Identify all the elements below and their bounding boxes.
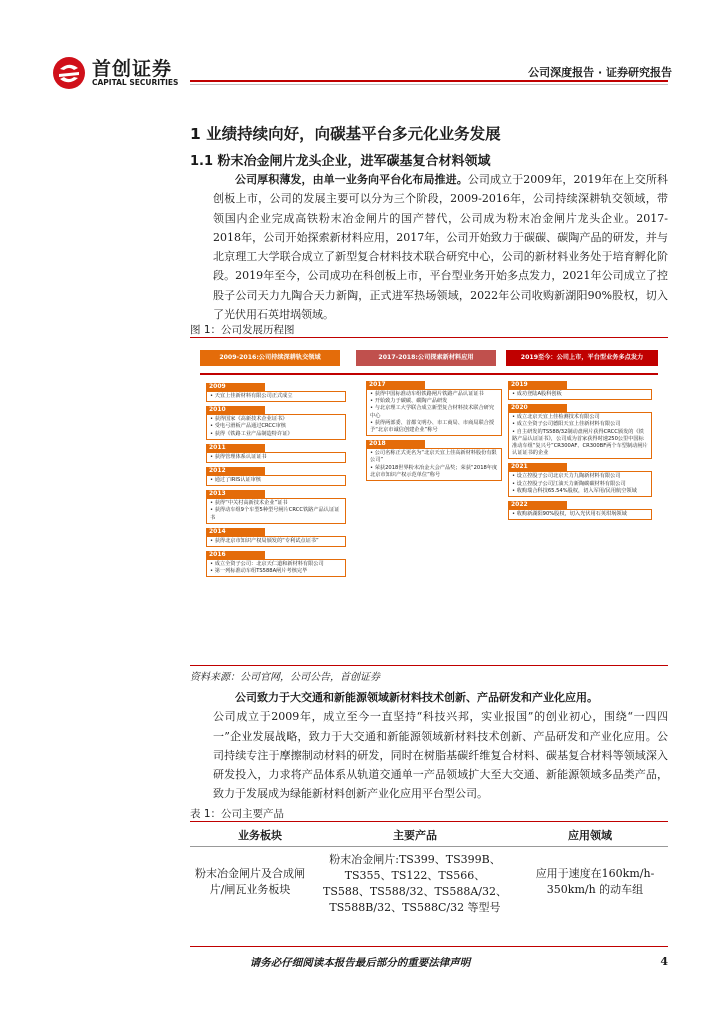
timeline-event: • 成功登陆A股科创板: [512, 391, 648, 398]
timeline-event: • 第一列标准动车组TS588A闸片考核完毕: [210, 568, 342, 575]
source-rule: [190, 665, 668, 666]
timeline-event-box: [206, 475, 346, 486]
timeline-axis: [200, 373, 658, 375]
capital-securities-logo-icon: [52, 56, 86, 90]
timeline-column-2: [366, 381, 502, 485]
timeline-year-label: 2009: [206, 383, 265, 391]
logo: [52, 52, 192, 92]
table-top-rule: [190, 821, 668, 822]
timeline-event: • 获得中国标准动车组铁路闸片铁路产品认证证书: [370, 391, 498, 398]
timeline-event: • 受电弓滑板产品通过CRCC审核: [210, 423, 342, 430]
timeline-event: • 荣获2018世界粉末冶金大会产品奖；荣获“2018年度北京市知识产权示范单位”称号: [370, 465, 498, 479]
paragraph-history: [213, 170, 668, 324]
paragraph-body: 公司成立于2009年，2019年在上交所科创板上市，公司的发展主要可以分为三个阶段，2009-2016年，公司持续深耕轨交领域，带领国内企业完成高铁粉末冶金闸片的国产替代，公司成为粉末冶金闸片龙头企业。2017-2018年，公司开始探索新材料应用，2017年，公司开始致力于碳碳、碳陶产品的研发，并与北京理工大学联合成立了新型复合材料技术联合研究中心，公司的新材料业务处于培育孵化阶段。2019年至今，公司成功在科创板上市，平台型业务开始多点发力，2021年公司成立了控股子公司天力九陶合天力新陶，正式进军热场领域，2022年公司收购新湖阳90%股权，切入了光伏用石英坩埚领域。: [213, 173, 668, 322]
paragraph-lead: 公司厚积薄发，由单一业务向平台化布局推进。: [235, 173, 468, 186]
logo-text-cn: 首创证券: [92, 58, 173, 80]
timeline-event: • 自主研发的TS588/32制动盘闸片获得CRCC颁发的《铁路产品认证证书》，公司成为首家获得时速250公里中国标准动车组“复兴号”CR300AF、CR300BF两个车型制动闸片认证证书的企业: [512, 429, 648, 458]
timeline-event: • 获得两部委、首都文明办、市工商局、市商局联合授予“北京市诚信创建企业”称号: [370, 420, 498, 434]
timeline-event: • 获得动车组9个车型5种型号闸片CRCC铁路产品认证证书: [210, 507, 342, 521]
table-header-products: 主要产品: [393, 829, 437, 842]
timeline-event-box: [206, 391, 346, 402]
timeline-event: • 获得管理体系认证证书: [210, 454, 342, 461]
timeline-year-label: 2022: [508, 501, 567, 509]
timeline-year-label: 2012: [206, 467, 265, 475]
table-header-application: 应用领域: [568, 829, 612, 842]
paragraph-strategy: [213, 688, 668, 804]
timeline-year-label: 2016: [206, 551, 265, 559]
table-header-segment: 业务板块: [238, 829, 282, 842]
timeline-column-3: [508, 381, 652, 524]
timeline-event: • 成立全资子公司德阳天宜上佳新材料有限公司: [512, 421, 648, 428]
paragraph-body: 公司成立于2009年，成立至今一直坚持“科技兴邦，实业报国”的创业初心，围绕“一四四一”企业发展战略，致力于大交通和新能源领域新材料技术创新、产品研发和产业化应用。公司持续专注于摩擦制动材料的研发，同时在树脂基碳纤维复合材料、碳基复合材料等领域深入研发投入，力求将产品体系从轨道交通单一产品领域扩大至大交通、新能源领域多品类产品，致力于发展成为绿能新材料创新产业化应用平台型公司。: [213, 710, 668, 801]
timeline-event-box: [366, 448, 502, 481]
timeline-event: • 获得《铁路工业产品制造特许证》: [210, 431, 342, 438]
timeline-event-box: [508, 471, 652, 497]
logo-text-en: CAPITAL SECURITIES: [92, 78, 179, 87]
timeline-year-label: 2018: [366, 440, 425, 448]
timeline-event: • 公司名称正式更名为“北京天宜上佳高新材料股份有限公司”: [370, 450, 498, 464]
timeline-event: • 与北京理工大学联合成立新型复合材料技术联合研究中心: [370, 405, 498, 419]
timeline-event-box: [206, 452, 346, 463]
timeline-event-box: [206, 414, 346, 440]
phase-2-banner: 2017-2018:公司探索新材料应用: [356, 350, 496, 366]
subsection-heading: 1.1 粉末冶金闸片龙头企业，进军碳基复合材料领域: [190, 154, 491, 169]
timeline-event: • 天宜上佳新材料有限公司正式成立: [210, 393, 342, 400]
timeline-event: • 成立全资子公司：北京天仁道和新材料有限公司: [210, 561, 342, 568]
timeline-event-box: [508, 389, 652, 400]
timeline-event-box: [206, 498, 346, 524]
timeline-event-box: [366, 389, 502, 436]
header-divider: [190, 80, 668, 82]
table-cell-segment: 粉末冶金闸片及合成闸片/闸瓦业务板块: [195, 867, 305, 896]
phase-3-banner: 2019至今：公司上市，平台型业务多点发力: [506, 350, 658, 366]
timeline-event: • 设立控股子公司北京天力九陶新材料有限公司: [512, 473, 648, 480]
timeline-year-label: 2017: [366, 381, 425, 389]
table-cell-products: 粉末冶金闸片:TS399、TS399B、TS355、TS122、TS566、TS588、TS588/32、TS588A/32、TS588B/32、TS588C/32 等型号: [323, 853, 507, 914]
timeline-event: • 收购新湖阳90%股权，切入光伏用石英坩埚领域: [512, 511, 648, 518]
timeline-event: • 获得北京市知识产权局颁发的“专利试点证书”: [210, 538, 342, 545]
timeline-year-label: 2014: [206, 528, 265, 536]
timeline-event: • 通过了IRIS认证审核: [210, 477, 342, 484]
timeline-event: • 获得国家《高新技术企业证书》: [210, 416, 342, 423]
timeline-year-label: 2020: [508, 404, 567, 412]
timeline-event: • 收购瑞合科技65.54%股权，切入军用/民用航空领域: [512, 488, 648, 495]
timeline-event: • 成立北京天宜上佳检测技术有限公司: [512, 414, 648, 421]
legal-notice: 请务必仔细阅读本报告最后部分的重要法律声明: [249, 957, 471, 969]
header-divider-thin: [190, 84, 668, 85]
timeline-year-label: 2011: [206, 444, 265, 452]
table-header-rule: [190, 846, 668, 847]
footer-rule: [190, 946, 668, 947]
timeline-year-label: 2013: [206, 490, 265, 498]
paragraph-lead: 公司致力于大交通和新能源领域新材料技术创新、产品研发和产业化应用。: [235, 691, 598, 704]
timeline-year-label: 2010: [206, 406, 265, 414]
timeline-column-1: [206, 383, 346, 581]
table-caption: 表 1：公司主要产品: [190, 808, 285, 820]
timeline-event-box: [508, 509, 652, 520]
section-heading: 1 业绩持续向好，向碳基平台多元化业务发展: [190, 125, 501, 143]
timeline-event: • 获得“中关村高新技术企业”证书: [210, 500, 342, 507]
timeline-year-label: 2021: [508, 463, 567, 471]
figure-source: 资料来源：公司官网，公司公告，首创证券: [190, 672, 380, 683]
timeline-event: • 开始致力于碳碳、碳陶产品研发: [370, 398, 498, 405]
development-timeline: [200, 350, 658, 660]
timeline-year-label: 2019: [508, 381, 567, 389]
phase-1-banner: 2009-2016:公司持续深耕轨交领域: [200, 350, 340, 366]
figure-rule: [190, 337, 668, 338]
report-type-title: 公司深度报告 · 证券研究报告: [528, 66, 672, 79]
timeline-event-box: [508, 412, 652, 459]
timeline-event-box: [206, 536, 346, 547]
timeline-event-box: [206, 559, 346, 577]
figure-caption: 图 1：公司发展历程图: [190, 324, 295, 336]
table-cell-application: 应用于速度在160km/h-350km/h 的动车组: [535, 867, 655, 896]
page-number: 4: [660, 955, 668, 968]
timeline-event: • 设立控股子公司江油天力新陶碳碳材料有限公司: [512, 481, 648, 488]
